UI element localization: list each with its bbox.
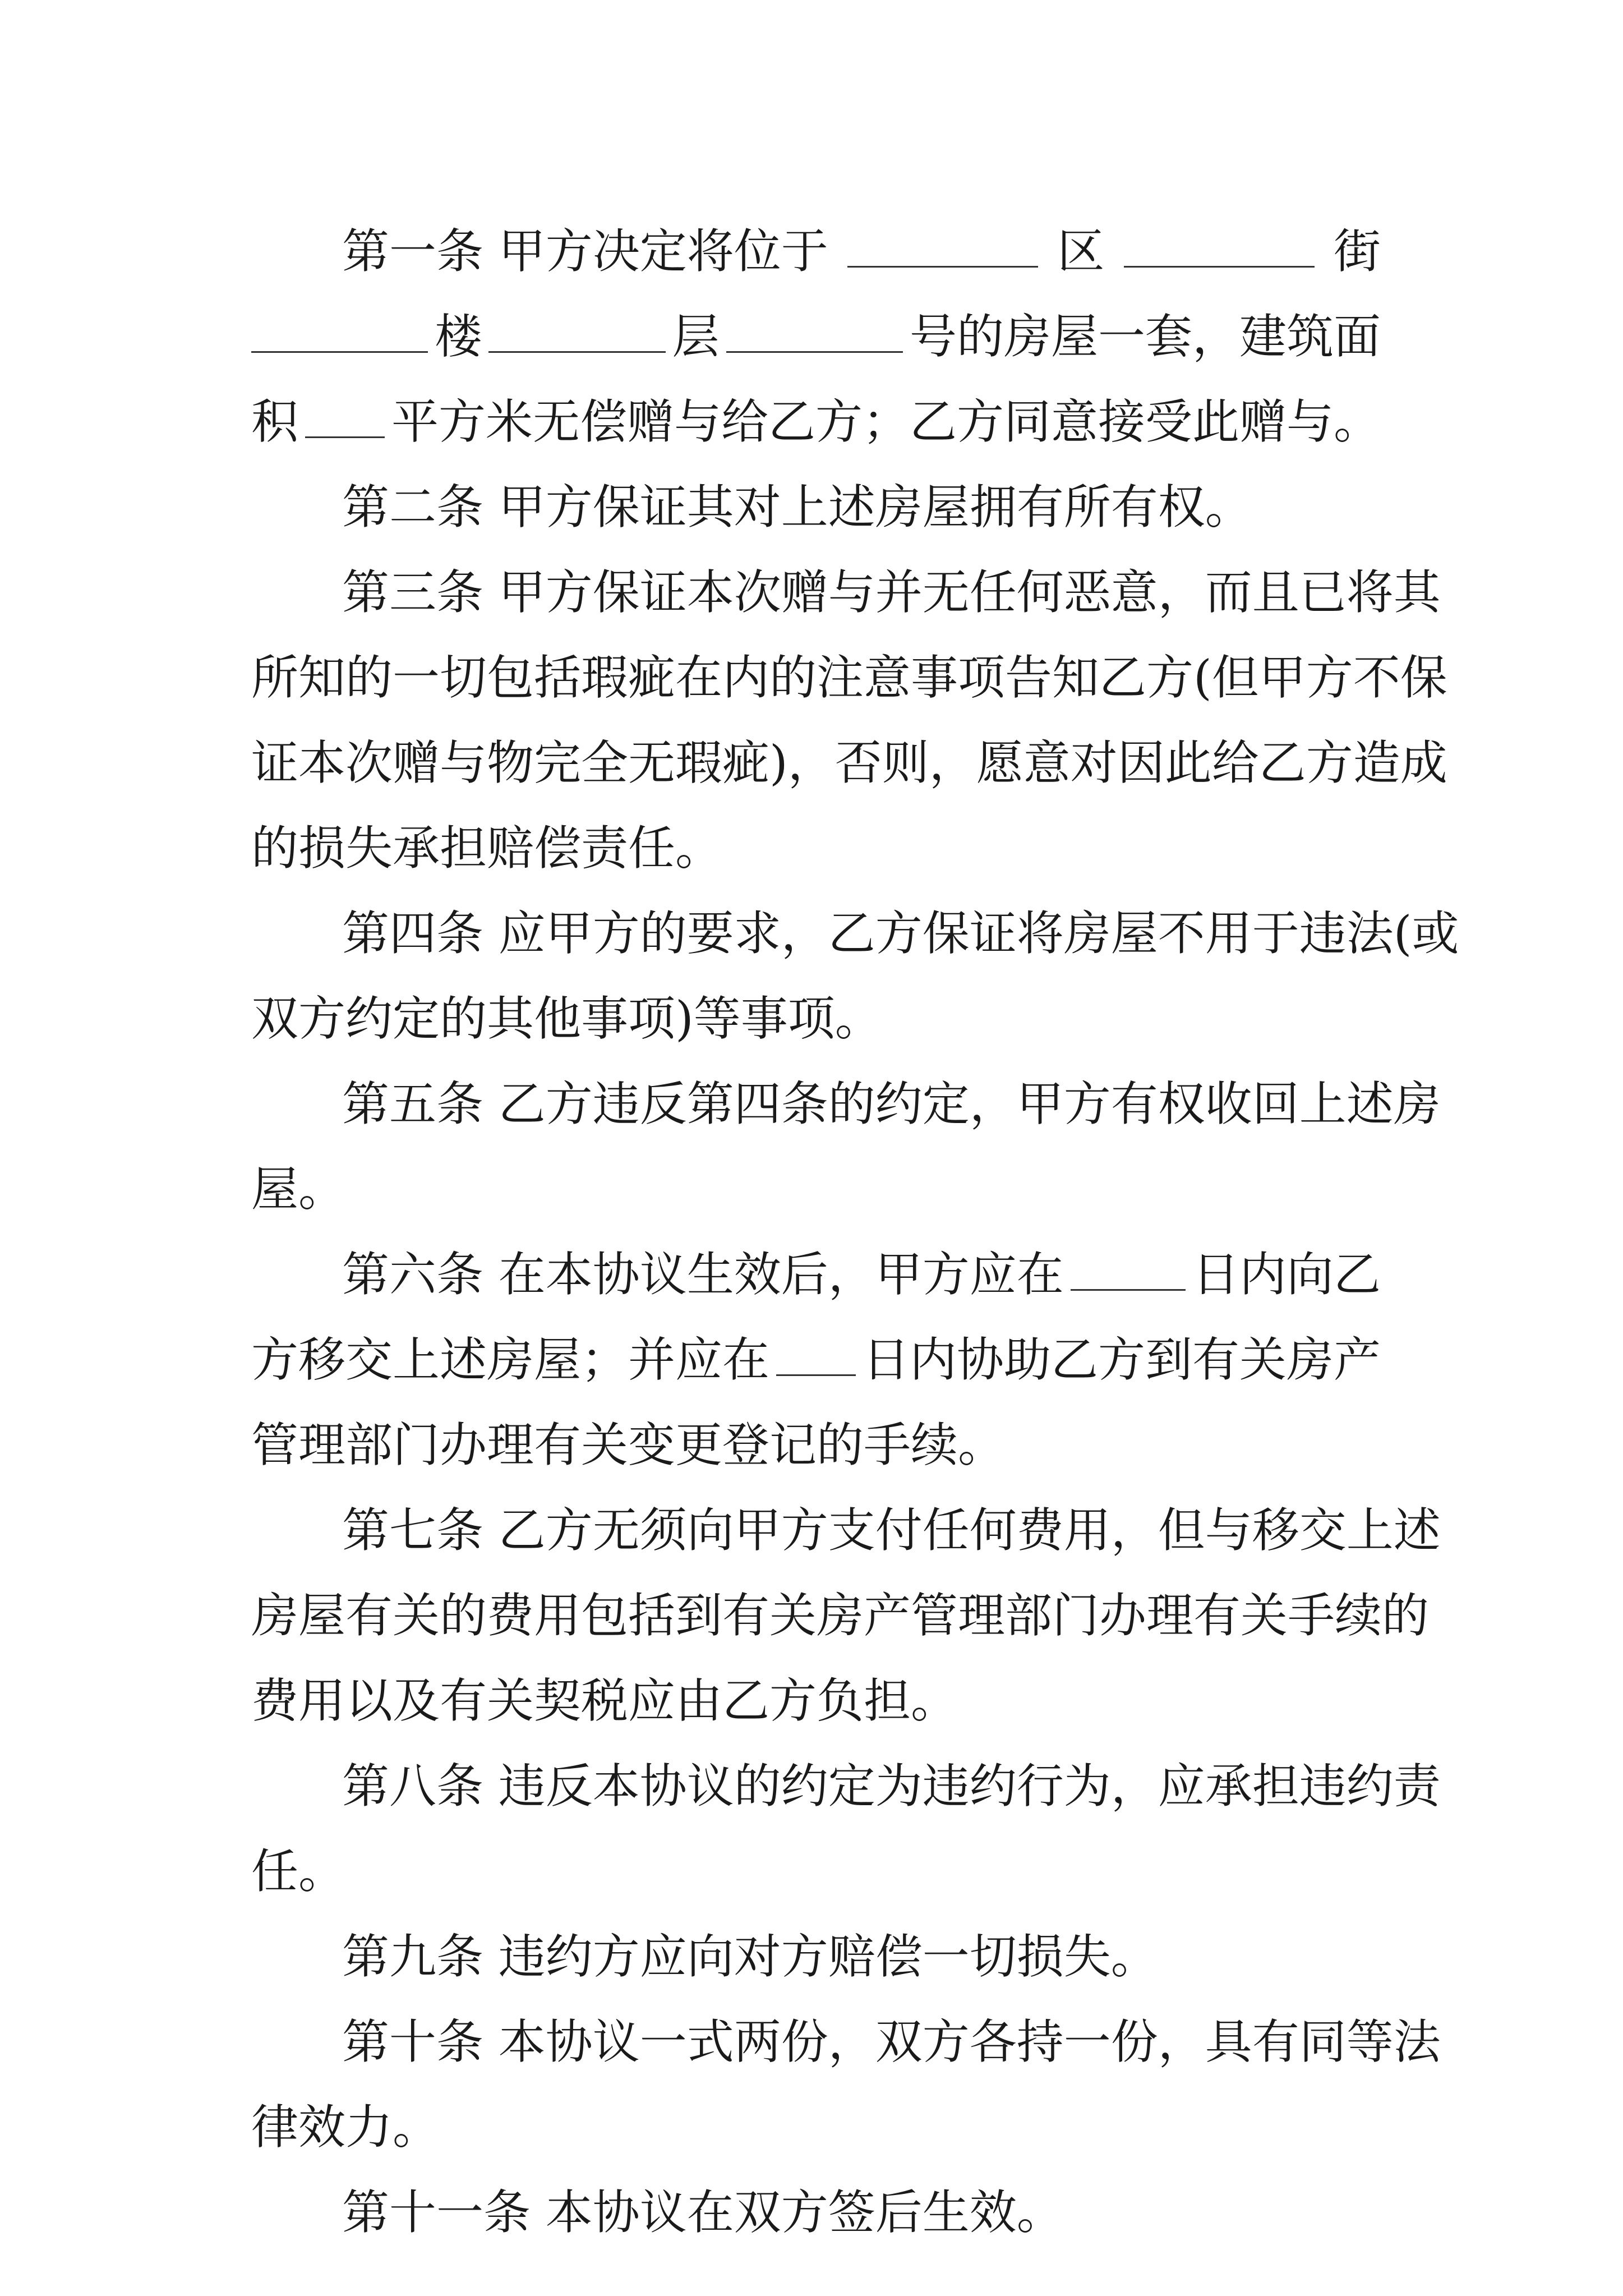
article-text: 平方米无偿赠与给乙方；乙方同意接受此赠与。 [391, 394, 1381, 449]
article-1-line-2 [251, 294, 1381, 379]
fill-in-blank-street[interactable] [1124, 266, 1315, 268]
article-2-line-1 [251, 464, 1381, 550]
fill-in-blank-days-registration[interactable] [776, 1374, 856, 1376]
article-3-line-4 [251, 806, 1381, 891]
article-text: 第七条 乙方无须向甲方支付任何费用，但与移交上述 [342, 1503, 1441, 1558]
article-3-line-1 [251, 550, 1441, 635]
article-text: 证本次赠与物完全无瑕疵)，否则，愿意对因此给乙方造成 [251, 735, 1447, 790]
article-text: 层 [672, 309, 720, 364]
article-4-line-1 [251, 891, 1459, 976]
article-7-line-1 [251, 1488, 1441, 1573]
article-9-line-1 [251, 1914, 1381, 1999]
article-text: 区 [1057, 224, 1105, 279]
article-text: 号的房屋一套，建筑面 [909, 309, 1381, 364]
article-7-line-3 [251, 1658, 1381, 1743]
article-5-line-2 [251, 1147, 1381, 1232]
article-text: 律效力。 [251, 2100, 440, 2155]
article-text: 第十条 本协议一式两份，双方各持一份，具有同等法 [342, 2014, 1441, 2069]
article-text: 第九条 违约方应向对方赔偿一切损失。 [342, 1929, 1158, 1984]
article-text: 费用以及有关契税应由乙方负担。 [251, 1673, 958, 1728]
article-text: 街 [1333, 224, 1381, 279]
article-6-line-1 [251, 1232, 1381, 1317]
article-text: 屋。 [251, 1162, 346, 1217]
article-text: 所知的一切包括瑕疵在内的注意事项告知乙方(但甲方不保 [251, 650, 1447, 705]
article-3-line-2 [251, 635, 1447, 720]
fill-in-blank-number[interactable] [726, 351, 903, 353]
article-text: 任。 [251, 1844, 346, 1899]
article-text: 日内协助乙方到有关房产 [862, 1332, 1381, 1387]
article-text: 第六条 在本协议生效后，甲方应在 [342, 1247, 1064, 1302]
article-text: 第五条 乙方违反第四条的约定，甲方有权收回上述房 [342, 1076, 1441, 1131]
article-text: 日内向乙 [1192, 1247, 1381, 1302]
article-text: 第八条 违反本协议的约定为违约行为，应承担违约责 [342, 1759, 1441, 1814]
fill-in-blank-area[interactable] [305, 436, 385, 438]
fill-in-blank-floor[interactable] [488, 351, 665, 353]
article-8-line-1 [251, 1743, 1441, 1829]
fill-in-blank-district[interactable] [847, 266, 1038, 268]
article-4-line-2 [251, 976, 1381, 1061]
article-text: 管理部门办理有关变更登记的手续。 [251, 1418, 1006, 1473]
article-text: 双方约定的其他事项)等事项。 [251, 991, 882, 1046]
article-1-line-3 [251, 379, 1381, 464]
article-6-line-2 [251, 1317, 1381, 1402]
article-7-line-2 [251, 1573, 1430, 1658]
article-text: 方移交上述房屋；并应在 [251, 1332, 770, 1387]
article-8-line-2 [251, 1829, 1381, 1914]
article-1-line-1 [251, 209, 1381, 294]
article-text: 的损失承担赔偿责任。 [251, 821, 723, 876]
article-text: 楼 [435, 309, 482, 364]
article-text: 第四条 应甲方的要求，乙方保证将房屋不用于违法(或 [342, 906, 1459, 961]
fill-in-blank-days-transfer[interactable] [1071, 1289, 1186, 1291]
article-5-line-1 [251, 1061, 1441, 1147]
article-text: 第三条 甲方保证本次赠与并无任何恶意，而且已将其 [342, 565, 1441, 620]
article-text: 房屋有关的费用包括到有关房产管理部门办理有关手续的 [251, 1588, 1430, 1643]
fill-in-blank-building[interactable] [251, 351, 428, 353]
article-text: 第十一条 本协议在双方签后生效。 [342, 2185, 1064, 2240]
article-text: 第一条 甲方决定将位于 [342, 224, 828, 279]
article-6-line-3 [251, 1402, 1381, 1488]
article-10-line-1 [251, 1999, 1441, 2085]
article-11-line-1 [251, 2170, 1381, 2255]
article-10-line-2 [251, 2085, 1381, 2170]
article-text: 第二条 甲方保证其对上述房屋拥有所有权。 [342, 480, 1252, 535]
document-page [251, 209, 1459, 2255]
article-3-line-3 [251, 720, 1447, 806]
article-text: 积 [251, 394, 299, 449]
